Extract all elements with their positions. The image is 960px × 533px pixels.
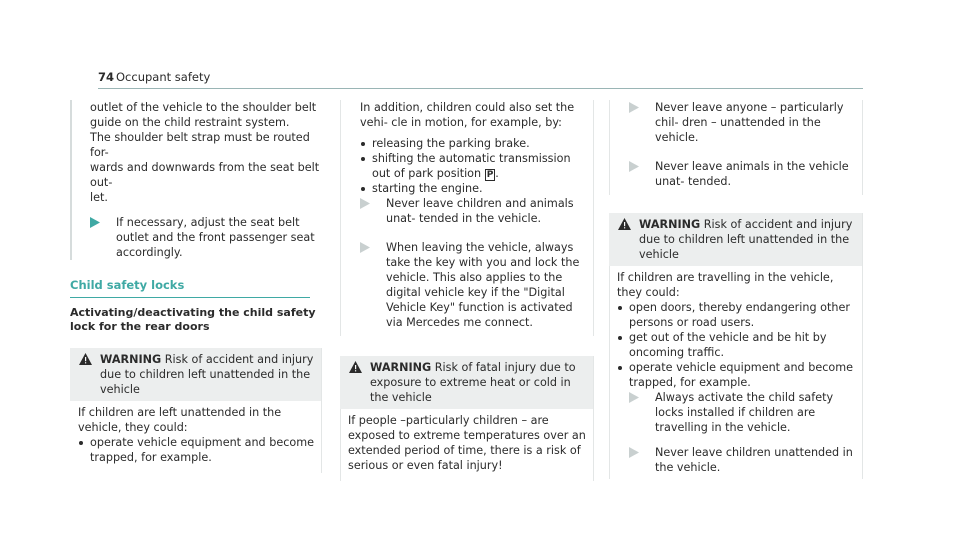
warning-body: [340, 409, 594, 481]
bullet-item: releasing the parking brake.: [360, 136, 586, 151]
warning-box: [340, 356, 594, 481]
warning-header: [340, 356, 594, 409]
step-text: When leaving the vehicle, always take the key with you and lock the vehicle. This also applies to the digital vehicle key if the "Digital Vehicle Key" function is activated via Mercedes me connect.: [386, 241, 580, 329]
park-symbol-text: P: [486, 170, 494, 180]
bullet-text: shifting the automatic transmission out of park position: [372, 152, 571, 180]
park-symbol-icon: [485, 169, 496, 181]
bullet-item: operate vehicle equipment and become trapped, for example.: [617, 360, 855, 390]
continued-block: [340, 100, 594, 336]
column-3: [609, 100, 863, 479]
warning-heading: Risk of accident and injury due to children left unattended in the vehicle: [639, 218, 853, 261]
sub-title: Activating/deactivating the child safety lock for the rear doors: [70, 306, 316, 333]
warning-box: [609, 213, 863, 479]
instruction-step: [629, 390, 855, 435]
continued-text-block: [70, 100, 322, 260]
warning-header: [609, 213, 863, 266]
step-arrow-icon: [629, 161, 639, 172]
instruction-step: [90, 215, 322, 260]
intro-line-3: The shoulder belt strap must be routed for-: [90, 131, 310, 159]
bullet-item: operate vehicle equipment and become trapped, for example.: [78, 435, 314, 465]
warning-bullets: [78, 435, 314, 465]
intro-line-5: let.: [90, 191, 108, 204]
intro-line-4: wards and downwards from the seat belt out-: [90, 161, 320, 189]
warning-bullets: [617, 300, 855, 390]
step-text: Always activate the child safety locks installed if children are travelling in the vehicle.: [655, 391, 834, 434]
step-text: Never leave children unattended in the vehicle.: [655, 446, 853, 474]
step-arrow-icon: [360, 242, 370, 253]
warning-text: If children are travelling in the vehicle, they could:: [617, 271, 834, 299]
warning-text: If people –particularly children – are exposed to extreme temperatures over an extended period of time, there is a risk of serious or even fatal injury!: [348, 414, 586, 472]
instruction-step: [360, 196, 586, 226]
step-arrow-icon: [360, 198, 370, 209]
warning-box: [70, 348, 322, 473]
warning-triangle-icon: [349, 361, 362, 373]
step-text: Never leave animals in the vehicle unat- tended.: [655, 160, 849, 188]
step-arrow-icon: [90, 217, 100, 228]
step-text: Never leave children and animals unat- tended in the vehicle.: [386, 197, 574, 225]
bullet-item: get out of the vehicle and be hit by oncoming traffic.: [617, 330, 855, 360]
bullet-item: open doors, thereby endangering other persons or road users.: [617, 300, 855, 330]
bullet-item: starting the engine.: [360, 181, 586, 196]
page-header: [0, 0, 960, 90]
instruction-step: [629, 445, 855, 475]
instruction-step: [360, 240, 586, 330]
intro-text: In addition, children could also set the vehi- cle in motion, for example, by:: [360, 101, 575, 129]
steps-block: [609, 100, 863, 195]
instruction-step: [629, 159, 855, 189]
intro-line-1: outlet of the vehicle to the shoulder belt: [90, 101, 317, 114]
column-2: [340, 100, 594, 481]
section-name: Occupant safety: [116, 70, 211, 84]
step-arrow-icon: [629, 392, 639, 403]
warning-label: WARNING: [100, 353, 162, 366]
header-divider: [98, 88, 863, 89]
warning-heading: Risk of fatal injury due to exposure to extreme heat or cold in the vehicle: [370, 361, 576, 404]
step-text: If necessary, adjust the seat belt outlet and the front passenger seat accordingly.: [116, 216, 315, 259]
warning-triangle-icon: [79, 353, 92, 365]
warning-body: [609, 266, 863, 479]
column-1: [70, 100, 322, 473]
step-arrow-icon: [629, 102, 639, 113]
intro-line-2: guide on the child restraint system.: [90, 116, 290, 129]
step-arrow-icon: [629, 447, 639, 458]
instruction-step: [629, 100, 855, 145]
section-title-rule: [70, 297, 310, 298]
child-safety-section: [70, 278, 322, 473]
warning-label: WARNING: [370, 361, 432, 374]
warning-heading: Risk of accident and injury due to children left unattended in the vehicle: [100, 353, 314, 396]
warning-body: [70, 401, 322, 473]
step-text: Never leave anyone – particularly chil- dren – unattended in the vehicle.: [655, 101, 844, 144]
warning-text: If children are left unattended in the vehicle, they could:: [78, 406, 282, 434]
bullet-item: shifting the automatic transmission out of park position P .: [360, 151, 586, 181]
warning-label: WARNING: [639, 218, 701, 231]
warning-header: [70, 348, 322, 401]
page-number: 74: [98, 70, 115, 84]
motion-bullets: [360, 136, 586, 196]
warning-triangle-icon: [618, 218, 631, 230]
section-title: Child safety locks: [70, 278, 185, 292]
